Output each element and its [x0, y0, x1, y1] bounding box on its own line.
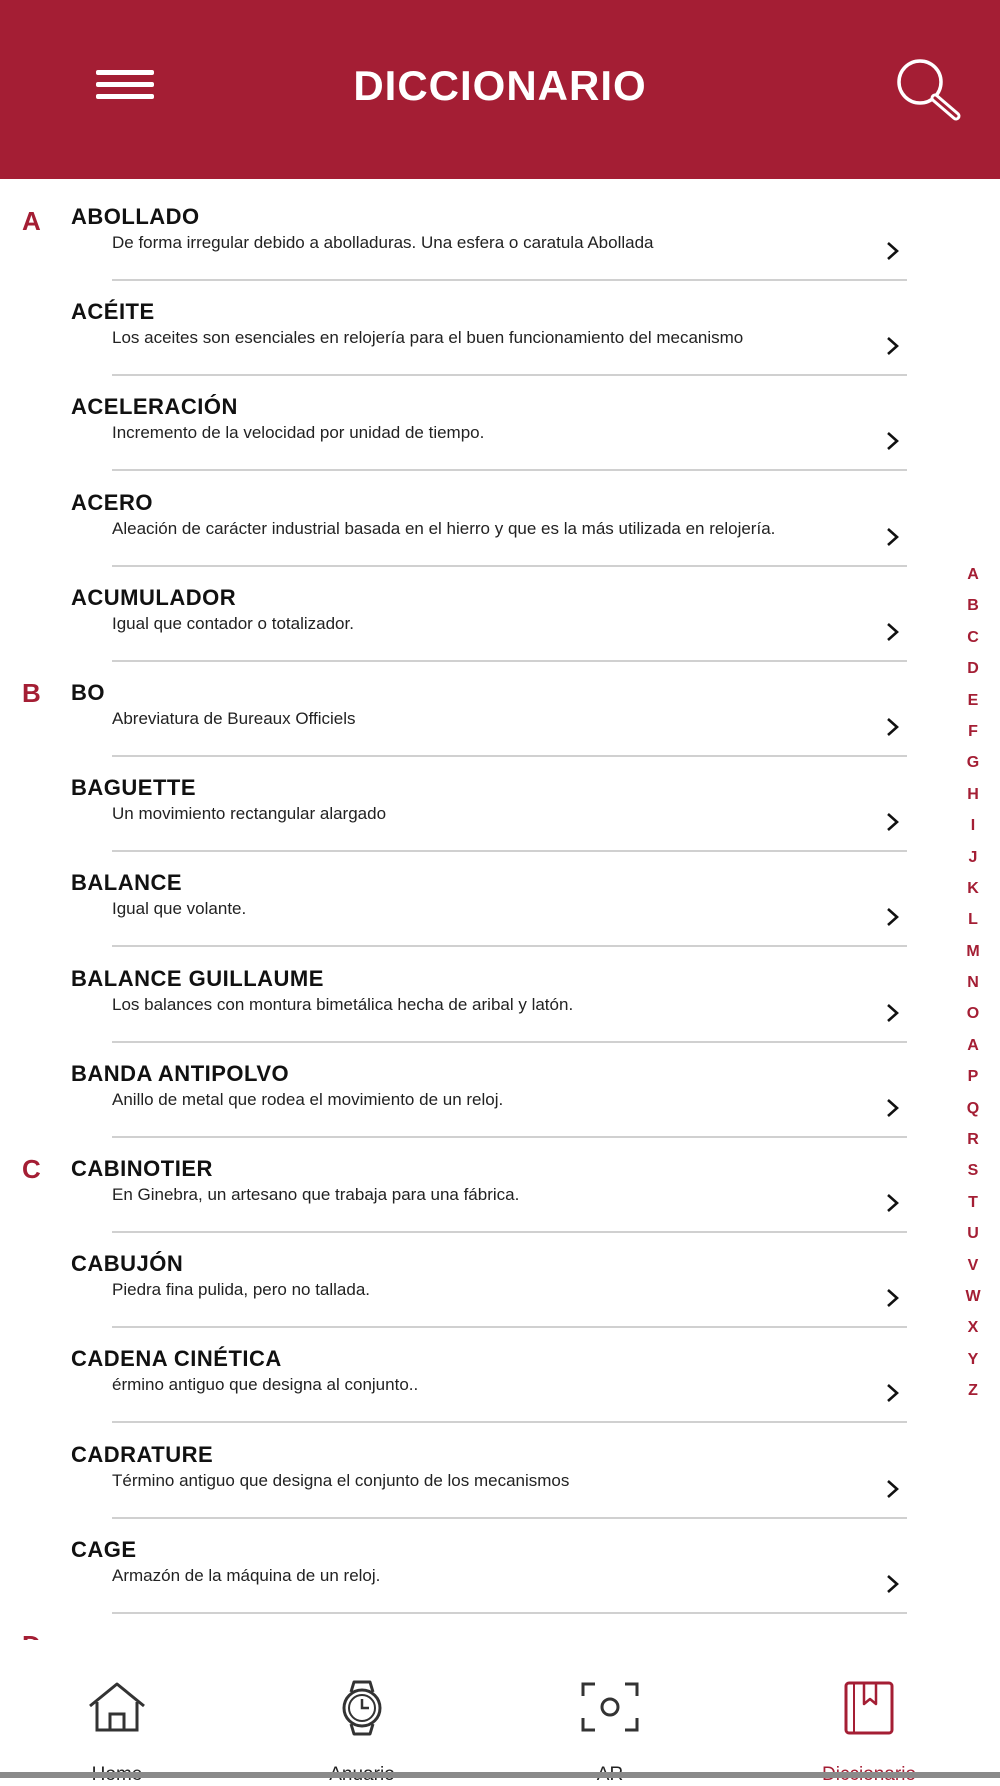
bottom-divider — [0, 1772, 1000, 1778]
chevron-right-icon — [884, 906, 902, 928]
list-item[interactable] — [0, 394, 960, 489]
bottom-tab-bar — [0, 1640, 1000, 1770]
term-definition: Igual que volante. — [112, 899, 247, 919]
row-divider — [112, 1041, 907, 1043]
chevron-right-icon — [884, 526, 902, 548]
chevron-right-icon — [884, 811, 902, 833]
list-item[interactable] — [0, 1346, 960, 1441]
alphabet-index-letter[interactable]: I — [970, 817, 976, 835]
list-item[interactable] — [0, 1251, 960, 1346]
term-definition: En Ginebra, un artesano que trabaja para una fábrica. — [112, 1185, 520, 1204]
alphabet-index-letter[interactable]: B — [967, 597, 979, 615]
app-header — [0, 0, 1000, 179]
term-title: CADENA CINÉTICA — [71, 1346, 282, 1372]
list-item[interactable] — [0, 1537, 960, 1632]
alphabet-index-letter[interactable]: K — [967, 879, 979, 897]
list-item[interactable] — [0, 490, 960, 585]
term-title: BALANCE — [71, 870, 183, 896]
chevron-right-icon — [884, 1573, 902, 1595]
list-item[interactable] — [0, 299, 960, 394]
alphabet-index-letter[interactable]: T — [968, 1193, 978, 1211]
alphabet-index-letter[interactable]: V — [967, 1256, 979, 1274]
term-definition: Incremento de la velocidad por unidad de tiempo. — [112, 423, 485, 443]
list-item[interactable] — [0, 775, 960, 870]
alphabet-index-letter[interactable]: Q — [966, 1099, 980, 1117]
term-definition: Armazón de la máquina de un reloj. — [112, 1565, 381, 1585]
chevron-right-icon — [884, 430, 902, 452]
alphabet-index-letter[interactable]: O — [966, 1005, 980, 1023]
term-definition: Los aceites son esenciales en relojería para el buen funcionamiento del mecanismo — [112, 328, 744, 348]
alphabet-index-letter[interactable]: U — [967, 1225, 979, 1243]
row-divider — [112, 945, 907, 947]
list-item[interactable] — [0, 870, 960, 965]
term-definition: Anillo de metal que rodea el movimiento de un reloj. — [112, 1089, 504, 1109]
chevron-right-icon — [884, 1478, 902, 1500]
home-icon — [86, 1680, 148, 1734]
chevron-right-icon — [884, 1382, 902, 1404]
dictionary-list[interactable] — [0, 179, 1000, 1639]
list-item[interactable] — [0, 1442, 960, 1537]
watch-icon — [331, 1680, 393, 1736]
section-letter-b: B — [22, 678, 41, 708]
row-divider — [112, 1421, 907, 1423]
list-item[interactable] — [0, 1156, 960, 1251]
alphabet-index-letter[interactable]: Y — [967, 1350, 979, 1368]
section-letter-a: A — [22, 206, 41, 236]
alphabet-index-letter[interactable]: E — [967, 691, 979, 709]
term-title: ACERO — [71, 489, 153, 515]
term-title: CABINOTIER — [71, 1156, 213, 1181]
tab-diccionario[interactable] — [779, 1640, 959, 1770]
page-title: DICCIONARIO — [353, 62, 647, 109]
chevron-right-icon — [884, 1192, 902, 1214]
chevron-right-icon — [884, 716, 902, 738]
ar-scan-icon — [579, 1680, 641, 1734]
tab-ar[interactable] — [520, 1640, 700, 1770]
alphabet-index-letter[interactable]: D — [967, 660, 979, 678]
row-divider — [112, 1326, 907, 1328]
row-divider — [112, 1612, 907, 1614]
alphabet-index-letter[interactable]: M — [966, 942, 980, 960]
alphabet-index-letter[interactable]: X — [967, 1319, 979, 1337]
term-definition: Aleación de carácter industrial basada en el hierro y que es la más utilizada en relojería. — [112, 518, 776, 538]
list-item[interactable] — [0, 680, 960, 775]
term-definition: Abreviatura de Bureaux Officiels — [112, 709, 356, 728]
row-divider — [112, 850, 907, 852]
term-definition: Igual que contador o totalizador. — [112, 613, 354, 633]
chevron-right-icon — [884, 1097, 902, 1119]
row-divider — [112, 660, 907, 662]
tab-anuario[interactable] — [272, 1640, 452, 1770]
alphabet-index-letter[interactable]: P — [967, 1068, 979, 1086]
alphabet-index-letter[interactable]: J — [968, 848, 978, 866]
term-definition: Término antiguo que designa el conjunto de los mecanismos — [112, 1470, 570, 1490]
term-definition: érmino antiguo que designa al conjunto.. — [112, 1375, 419, 1395]
chevron-right-icon — [884, 1287, 902, 1309]
term-title: BAGUETTE — [71, 775, 196, 801]
dictionary-book-icon — [841, 1680, 897, 1736]
row-divider — [112, 1231, 907, 1233]
row-divider — [112, 374, 907, 376]
term-definition: Los balances con montura bimetálica hecha de aribal y latón. — [112, 994, 574, 1014]
chevron-right-icon — [884, 240, 902, 262]
term-title: ACÉITE — [71, 299, 155, 325]
chevron-right-icon — [884, 1002, 902, 1024]
alphabet-index-letter[interactable]: A — [967, 1036, 979, 1054]
section-letter-c: C — [22, 1154, 41, 1184]
term-title: CAGE — [71, 1536, 137, 1562]
alphabet-index-letter[interactable]: G — [966, 754, 980, 772]
tab-home[interactable] — [27, 1640, 207, 1770]
row-divider — [112, 1136, 907, 1138]
row-divider — [112, 565, 907, 567]
alphabet-index-letter[interactable]: A — [967, 566, 979, 583]
term-title: ACELERACIÓN — [71, 394, 238, 420]
term-title: CADRATURE — [71, 1441, 214, 1467]
chevron-right-icon — [884, 621, 902, 643]
row-divider — [112, 755, 907, 757]
alphabet-index-letter[interactable]: W — [965, 1287, 981, 1305]
term-title: ABOLLADO — [71, 204, 200, 229]
alphabet-index-letter[interactable]: S — [967, 1162, 979, 1180]
alphabet-index-letter[interactable]: N — [967, 974, 979, 992]
term-title: BO — [71, 680, 105, 705]
chevron-right-icon — [884, 335, 902, 357]
term-title: CABUJÓN — [71, 1251, 184, 1277]
row-divider — [112, 1517, 907, 1519]
term-title: BANDA ANTIPOLVO — [71, 1060, 290, 1086]
alphabet-index — [958, 559, 988, 1407]
term-title: ACUMULADOR — [71, 584, 237, 610]
row-divider — [112, 469, 907, 471]
alphabet-index-letter[interactable]: L — [968, 911, 978, 929]
alphabet-index-letter[interactable]: H — [967, 785, 979, 803]
alphabet-index-letter[interactable]: Z — [968, 1382, 978, 1400]
term-title: BALANCE GUILLAUME — [71, 965, 324, 991]
alphabet-index-letter[interactable]: R — [967, 1131, 979, 1149]
list-item[interactable] — [0, 966, 960, 1061]
list-item[interactable] — [0, 585, 960, 680]
term-definition: Piedra fina pulida, pero no tallada. — [112, 1280, 371, 1300]
row-divider — [112, 279, 907, 281]
alphabet-index-letter[interactable]: F — [968, 722, 978, 740]
list-item[interactable] — [0, 1061, 960, 1156]
term-definition: Un movimiento rectangular alargado — [112, 804, 387, 824]
alphabet-index-letter[interactable]: C — [967, 628, 979, 646]
list-item[interactable] — [0, 204, 960, 299]
search-icon[interactable] — [888, 54, 968, 124]
term-definition: De forma irregular debido a abolladuras. Una esfera o caratula Abollada — [112, 233, 654, 252]
